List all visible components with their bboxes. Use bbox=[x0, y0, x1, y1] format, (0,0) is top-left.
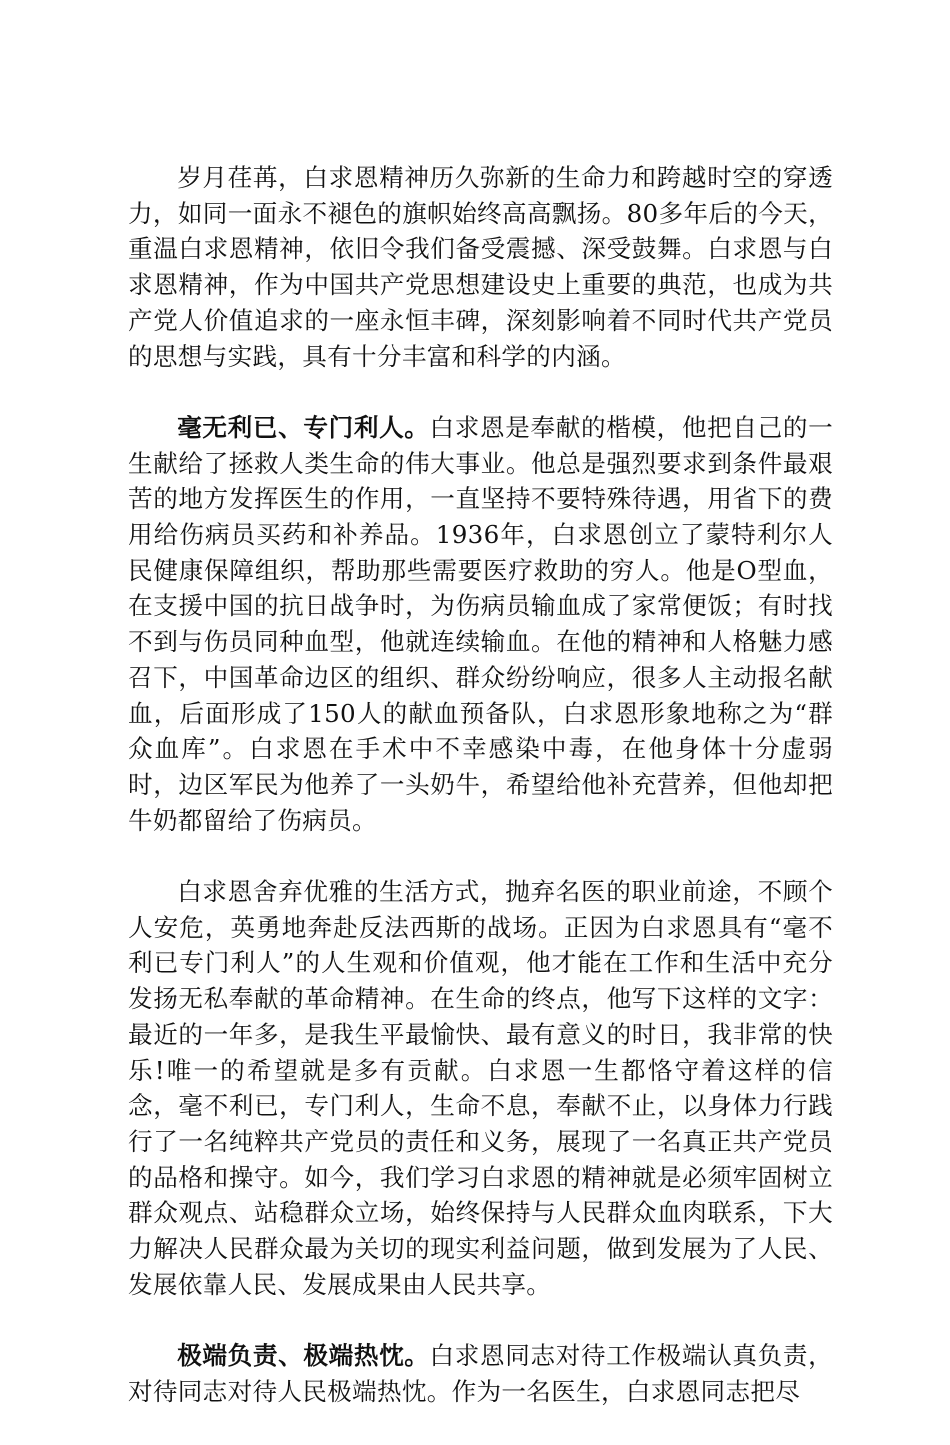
paragraph-text: 白求恩是奉献的楷模，他把自己的一生献给了拯救人类生命的伟大事业。他总是强烈要求到条件最艰苦的地方发挥医生的作用，一直坚持不要特殊待遇，用省下的费用给伤病员买药和补养品。1936年，白求恩创立了蒙特利尔人民健康保障组织，帮助那些需要医疗救助的穷人。他是O型血，在支援中国的抗日战争时，为伤病员输血成了家常便饭；有时找不到与伤员同种血型，他就连续输血。在他的精神和人格魅力感召下，中国革命边区的组织、群众纷纷响应，很多人主动报名献血，后面形成了150人的献血预备队，白求恩形象地称之为“群众血库”。白求恩在手术中不幸感染中毒，在他身体十分虚弱时，边区军民为他养了一头奶牛，希望给他补充营养，但他却把牛奶都留给了伤病员。 bbox=[128, 412, 833, 835]
paragraph-text: 白求恩舍弃优雅的生活方式，抛弃名医的职业前途，不顾个人安危，英勇地奔赴反法西斯的战场。正因为白求恩具有“毫不利已专门利人”的人生观和价值观，他才能在工作和生活中充分发扬无私奉献的革命精神。在生命的终点，他写下这样的文字：最近的一年多，是我生平最愉快、最有意义的时日，我非常的快乐!唯一的希望就是多有贡献。白求恩一生都恪守着这样的信念，毫不利已，专门利人，生命不息，奉献不止，以身体力行践行了一名纯粹共产党员的责任和义务，展现了一名真正共产党员的品格和操守。如今，我们学习白求恩的精神就是必须牢固树立群众观点、站稳群众立场，始终保持与人民群众血肉联系，下大力解决人民群众最为关切的现实利益问题，做到发展为了人民、发展依靠人民、发展成果由人民共享。 bbox=[128, 877, 833, 1299]
paragraph-text: 白求恩同志对待工作极端认真负责，对待同志对待人民极端热忱。作为一名医生，白求恩同志把尽 bbox=[128, 1341, 833, 1406]
paragraph-lead: 毫无利已、专门利人。 bbox=[177, 412, 430, 442]
paragraph bbox=[128, 874, 833, 1302]
paragraph-lead: 极端负责、极端热忱。 bbox=[177, 1341, 430, 1371]
document-page bbox=[128, 160, 833, 1445]
paragraph-text: 岁月荏苒，白求恩精神历久弥新的生命力和跨越时空的穿透力，如同一面永不褪色的旗帜始终高高飘扬。80多年后的今天，重温白求恩精神，依旧令我们备受震撼、深受鼓舞。白求恩与白求恩精神，作为中国共产党思想建设史上重要的典范，也成为共产党人价值追求的一座永恒丰碑，深刻影响着不同时代共产党员的思想与实践，具有十分丰富和科学的内涵。 bbox=[128, 163, 833, 371]
paragraph bbox=[128, 410, 833, 838]
paragraph bbox=[128, 160, 833, 374]
paragraph bbox=[128, 1338, 833, 1409]
